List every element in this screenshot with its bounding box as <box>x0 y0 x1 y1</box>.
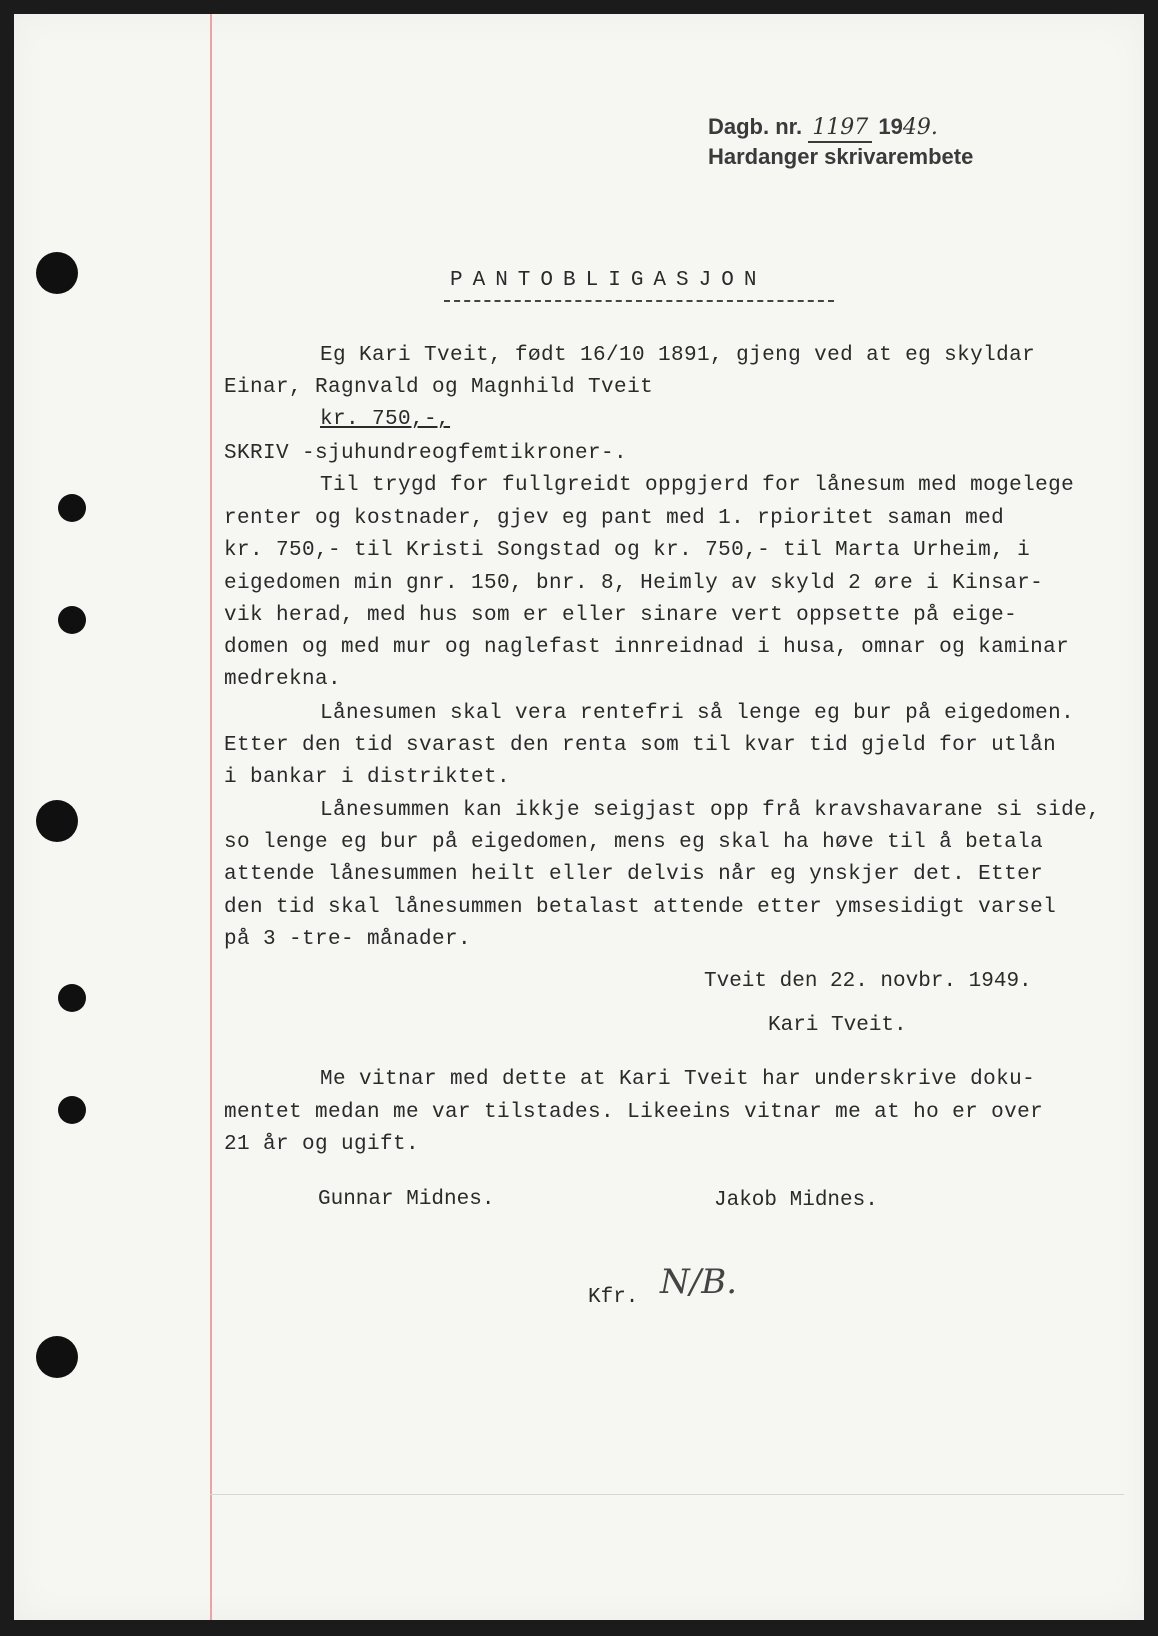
body-line: domen og med mur og naglefast innreidnad i husa, omnar og kaminar <box>224 636 1070 659</box>
body-line: den tid skal lånesummen betalast attende etter ymsesidigt varsel <box>224 896 1057 919</box>
body-line: Einar, Ragnvald og Magnhild Tveit <box>224 376 654 399</box>
body-line: Lånesummen kan ikkje seigjast opp frå kravshavarane si side, <box>320 799 1101 822</box>
stamp-office: Hardanger skrivarembete <box>708 144 974 169</box>
body-line: vik herad, med hus som er eller sinare vert oppsette på eige- <box>224 604 1018 627</box>
margin-line <box>210 14 212 1620</box>
kfr-label: Kfr. <box>588 1286 639 1309</box>
punch-hole <box>58 494 86 522</box>
body-line: attende lånesummen heilt eller delvis når eg ynskjer det. Etter <box>224 863 1044 886</box>
stamp-number: 1197 <box>812 115 869 140</box>
punch-hole <box>58 1096 86 1124</box>
kfr-initials: N/B. <box>660 1262 737 1302</box>
punch-hole <box>58 984 86 1012</box>
stamp-year-suffix: 49. <box>902 115 938 140</box>
body-line: Til trygd for fullgreidt oppgjerd for lånesum med mogelege <box>320 474 1075 497</box>
body-line: kr. 750,- til Kristi Songstad og kr. 750,- til Marta Urheim, i <box>224 539 1031 562</box>
loan-amount: kr. 750,-, <box>320 408 451 431</box>
witness-name: Jakob Midnes. <box>714 1189 878 1212</box>
body-line: Lånesumen skal vera rentefri så lenge eg bur på eigedomen. <box>320 702 1075 725</box>
body-line: Me vitnar med dette at Kari Tveit har underskrive doku- <box>320 1068 1036 1091</box>
title-underline <box>444 300 834 302</box>
body-line: so lenge eg bur på eigedomen, mens eg skal ha høve til å betala <box>224 831 1044 854</box>
registration-stamp <box>708 114 973 171</box>
bottom-rule <box>210 1494 1124 1495</box>
punch-hole <box>36 1336 78 1378</box>
punch-hole <box>58 606 86 634</box>
body-line: eigedomen min gnr. 150, bnr. 8, Heimly av skyld 2 øre i Kinsar- <box>224 572 1044 595</box>
document-title: PANTOBLIGASJON <box>450 269 767 292</box>
body-line: Eg Kari Tveit, født 16/10 1891, gjeng ved at eg skyldar <box>320 344 1036 367</box>
body-line: SKRIV -sjuhundreogfemtikroner-. <box>224 442 628 465</box>
body-line: Etter den tid svarast den renta som til kvar tid gjeld for utlån <box>224 734 1057 757</box>
stamp-year-prefix: 19 <box>878 114 903 139</box>
witness-name: Gunnar Midnes. <box>318 1188 495 1211</box>
signer-name: Kari Tveit. <box>768 1014 907 1037</box>
punch-hole <box>36 252 78 294</box>
place-date: Tveit den 22. novbr. 1949. <box>704 970 1032 993</box>
body-line: mentet medan me var tilstades. Likeeins vitnar me at ho er over <box>224 1101 1044 1124</box>
body-line: på 3 -tre- månader. <box>224 928 472 951</box>
body-line: medrekna. <box>224 668 342 691</box>
body-line: i bankar i distriktet. <box>224 766 511 789</box>
body-line: renter og kostnader, gjev eg pant med 1. rpioritet saman med <box>224 507 1005 530</box>
stamp-prefix: Dagb. nr. <box>708 114 803 139</box>
punch-hole <box>36 800 78 842</box>
body-line: 21 år og ugift. <box>224 1133 420 1156</box>
